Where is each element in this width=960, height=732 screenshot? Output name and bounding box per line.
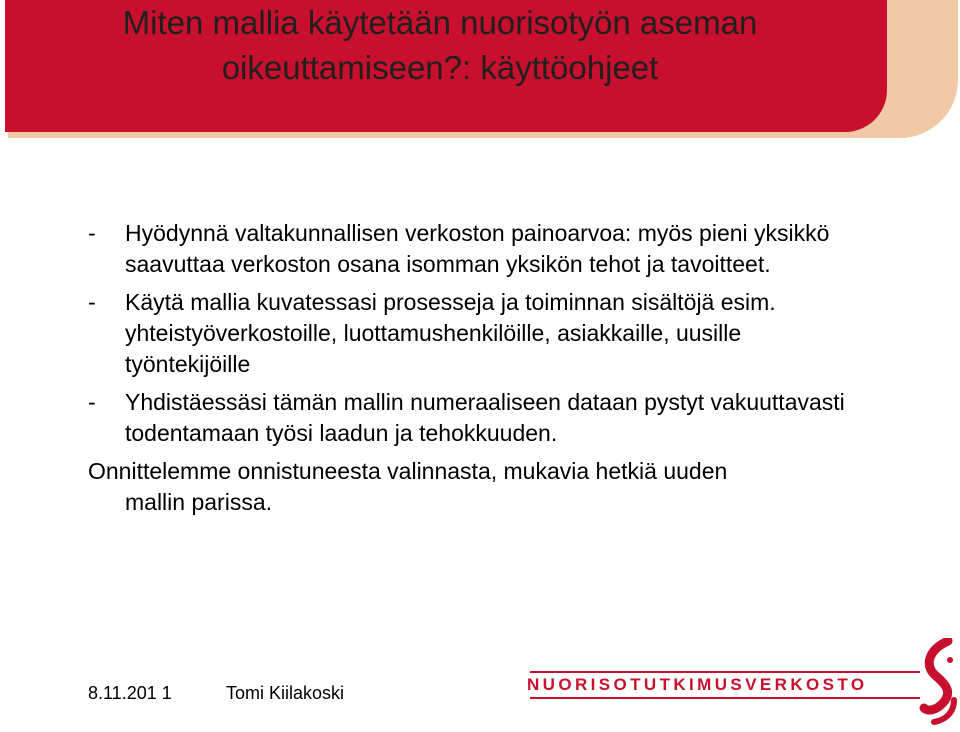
- closing-line-2: mallin parissa.: [125, 489, 272, 515]
- bullet-text: Käytä mallia kuvatessasi prosesseja ja toiminnan sisältöjä esim. yhteistyöverkostoille, luottamushenkilöille, asiakkaille, uusille työntekijöille: [125, 289, 776, 377]
- bullet-text: Hyödynnä valtakunnallisen verkoston painoarvoa: myös pieni yksikkö saavuttaa verkoston osana isomman yksikön tehot ja tavoitteet.: [125, 220, 830, 277]
- slide-title-line-2: oikeuttamiseen?: käyttöohjeet: [221, 49, 659, 86]
- slide-content: [88, 218, 868, 518]
- slide-title: [0, 0, 880, 90]
- footer-author: Tomi Kiilakoski: [226, 683, 345, 703]
- bullet-dash: -: [88, 389, 96, 415]
- bullet-item: [88, 387, 868, 449]
- organization-logo-text: NUORISOTUTKIMUSVERKOSTO: [527, 675, 868, 694]
- red-swirl-logo-icon: [918, 638, 960, 732]
- bullet-text: Yhdistäessäsi tämän mallin numeraaliseen dataan pystyt vakuuttavasti todentamaan työsi laadun ja tehokkuuden.: [125, 389, 845, 446]
- closing-line-1: Onnittelemme onnistuneesta valinnasta, mukavia hetkiä uuden: [88, 458, 728, 484]
- bullet-dash: -: [88, 289, 96, 315]
- logo-rule-top: [530, 671, 920, 673]
- bullet-dash: -: [88, 220, 96, 246]
- bullet-item: [88, 218, 868, 280]
- logo-rule-bottom: [530, 697, 920, 699]
- slide-title-line-1: Miten mallia käytetään nuorisotyön aseman: [122, 4, 758, 41]
- bullet-item: [88, 287, 868, 380]
- closing-message: [88, 456, 868, 518]
- footer-date: 8.11.201 1: [88, 683, 172, 703]
